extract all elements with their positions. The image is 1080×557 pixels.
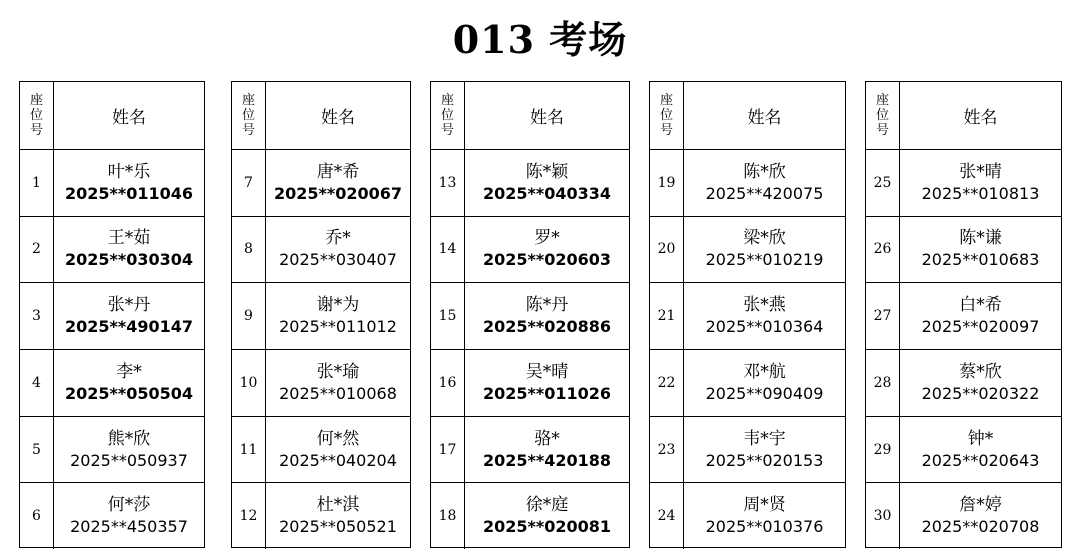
student-cell [266, 283, 410, 349]
student-cell [54, 150, 204, 216]
student-id: 2025**020153 [705, 450, 824, 470]
student-cell [684, 283, 845, 349]
seating-table [19, 81, 1062, 548]
student-cell [54, 217, 204, 283]
table-row [232, 282, 410, 349]
student-name: 何*然 [316, 428, 360, 449]
student-id: 2025**020886 [482, 317, 612, 337]
header-row [866, 82, 1061, 149]
student-id: 2025**420075 [705, 183, 824, 203]
seat-number: 10 [232, 350, 266, 416]
name-header: 姓名 [747, 108, 782, 128]
table-row [866, 282, 1061, 349]
name-header: 姓名 [530, 108, 564, 128]
student-id: 2025**090409 [705, 383, 824, 403]
student-id: 2025**050937 [70, 450, 188, 470]
student-cell [684, 417, 845, 483]
seat-number: 9 [232, 283, 266, 349]
student-id: 2025**020643 [921, 450, 1040, 470]
table-row [650, 216, 845, 283]
student-name: 陈*谦 [959, 228, 1002, 249]
student-name: 张*丹 [107, 295, 151, 316]
seat-header-char: 座 [875, 93, 889, 108]
student-cell [465, 283, 629, 349]
student-id: 2025**020322 [921, 383, 1040, 403]
seat-block-3 [430, 81, 630, 548]
student-cell [266, 483, 410, 549]
student-id: 2025**010364 [705, 317, 824, 337]
student-id: 2025**030304 [64, 250, 194, 270]
seat-block-1 [19, 81, 205, 548]
student-name: 詹*婷 [959, 495, 1002, 516]
student-name: 白*希 [959, 295, 1002, 316]
student-id: 2025**030407 [279, 250, 397, 270]
student-cell [54, 283, 204, 349]
student-id: 2025**450357 [70, 517, 188, 537]
seat-number: 29 [866, 417, 900, 483]
student-name: 陈*欣 [743, 161, 786, 182]
student-id: 2025**010813 [921, 183, 1040, 203]
seat-number: 16 [431, 350, 465, 416]
table-row [866, 416, 1061, 483]
student-cell [54, 350, 204, 416]
student-name: 钟* [967, 428, 994, 449]
table-row [866, 349, 1061, 416]
seat-number: 15 [431, 283, 465, 349]
table-row [650, 482, 845, 549]
table-row [20, 149, 204, 216]
seat-header-char: 号 [875, 123, 889, 138]
seat-number: 27 [866, 283, 900, 349]
seat-block-4 [649, 81, 846, 548]
table-row [20, 216, 204, 283]
student-cell [684, 150, 845, 216]
student-id: 2025**020603 [482, 250, 612, 270]
student-id: 2025**010219 [705, 250, 824, 270]
student-cell [465, 417, 629, 483]
seat-number: 12 [232, 483, 266, 549]
student-id: 2025**420188 [482, 450, 612, 470]
student-name: 张*燕 [743, 295, 786, 316]
seat-header-char: 位 [875, 108, 889, 123]
seat-header-char: 位 [29, 108, 43, 123]
seat-block-2 [231, 81, 411, 548]
seat-number: 13 [431, 150, 465, 216]
student-id: 2025**011012 [279, 317, 397, 337]
student-cell [266, 150, 410, 216]
student-cell [465, 350, 629, 416]
seat-number: 5 [20, 417, 54, 483]
student-id: 2025**040204 [279, 450, 397, 470]
student-id: 2025**010376 [705, 517, 824, 537]
student-name: 骆* [534, 428, 560, 449]
header-row [650, 82, 845, 149]
student-cell [900, 417, 1061, 483]
student-name: 何*莎 [107, 495, 151, 516]
student-cell [900, 283, 1061, 349]
header-row [232, 82, 410, 149]
seat-block-5 [865, 81, 1062, 548]
table-row [20, 349, 204, 416]
student-name: 张*瑜 [316, 361, 360, 382]
student-name: 韦*宇 [743, 428, 786, 449]
student-cell [900, 350, 1061, 416]
table-row [650, 349, 845, 416]
student-name: 谢*为 [316, 295, 360, 316]
student-name: 梁*欣 [743, 228, 786, 249]
seat-header-char: 座 [29, 93, 43, 108]
seat-number: 2 [20, 217, 54, 283]
student-id: 2025**020708 [921, 517, 1040, 537]
seat-number: 26 [866, 217, 900, 283]
student-name: 熊*欣 [107, 428, 151, 449]
table-row [232, 482, 410, 549]
student-name: 陈*丹 [525, 295, 569, 316]
seat-header-char: 座 [241, 93, 255, 108]
student-cell [465, 217, 629, 283]
student-id: 2025**011046 [64, 183, 194, 203]
seat-number: 7 [232, 150, 266, 216]
header-row [431, 82, 629, 149]
student-cell [266, 417, 410, 483]
student-name: 邓*航 [743, 361, 786, 382]
page-title: 013 考场 [452, 17, 628, 62]
student-name: 陈*颖 [525, 161, 569, 182]
student-cell [266, 350, 410, 416]
student-name: 杜*淇 [316, 495, 360, 516]
student-name: 王*茹 [107, 228, 151, 249]
student-cell [900, 483, 1061, 549]
student-id: 2025**020067 [273, 183, 403, 203]
seat-number: 30 [866, 483, 900, 549]
student-name: 乔* [325, 228, 351, 249]
student-cell [684, 350, 845, 416]
table-row [232, 149, 410, 216]
student-cell [54, 483, 204, 549]
student-name: 叶*乐 [107, 161, 151, 182]
name-header: 姓名 [112, 108, 146, 128]
table-row [431, 149, 629, 216]
seat-header-char: 座 [659, 93, 673, 108]
name-header: 姓名 [321, 108, 355, 128]
seat-number: 8 [232, 217, 266, 283]
seat-number: 3 [20, 283, 54, 349]
header-row [20, 82, 204, 149]
seat-number: 4 [20, 350, 54, 416]
seat-header [866, 82, 900, 149]
seat-number: 25 [866, 150, 900, 216]
table-row [650, 149, 845, 216]
student-name: 吴*晴 [525, 361, 569, 382]
seat-number: 20 [650, 217, 684, 283]
student-id: 2025**050504 [64, 383, 194, 403]
seat-header [650, 82, 684, 149]
student-name: 张*晴 [959, 161, 1002, 182]
student-name: 周*贤 [743, 495, 786, 516]
seat-number: 21 [650, 283, 684, 349]
student-id: 2025**050521 [279, 517, 397, 537]
student-id: 2025**490147 [64, 317, 194, 337]
seat-header-char: 位 [241, 108, 255, 123]
student-id: 2025**040334 [482, 183, 612, 203]
student-id: 2025**011026 [482, 383, 612, 403]
student-cell [465, 150, 629, 216]
table-row [431, 216, 629, 283]
seat-number: 19 [650, 150, 684, 216]
table-row [20, 282, 204, 349]
student-name: 徐*庭 [525, 495, 569, 516]
student-cell [684, 217, 845, 283]
seat-header [431, 82, 465, 149]
student-name: 唐*希 [316, 161, 360, 182]
seat-header-char: 号 [440, 123, 454, 138]
table-row [20, 482, 204, 549]
name-header: 姓名 [963, 108, 998, 128]
seat-header [20, 82, 54, 149]
seat-number: 6 [20, 483, 54, 549]
seat-header-char: 号 [29, 123, 43, 138]
student-id: 2025**020097 [921, 317, 1040, 337]
student-name: 罗* [534, 228, 560, 249]
table-row [232, 349, 410, 416]
student-cell [266, 217, 410, 283]
table-row [431, 349, 629, 416]
seat-header-char: 位 [659, 108, 673, 123]
student-cell [465, 483, 629, 549]
student-name: 蔡*欣 [959, 361, 1002, 382]
student-cell [54, 417, 204, 483]
seat-number: 22 [650, 350, 684, 416]
student-name: 李* [116, 361, 142, 382]
table-row [650, 282, 845, 349]
table-row [232, 216, 410, 283]
student-id: 2025**010068 [279, 383, 397, 403]
seat-header-char: 位 [440, 108, 454, 123]
seat-header-char: 号 [241, 123, 255, 138]
student-cell [900, 150, 1061, 216]
table-row [232, 416, 410, 483]
student-cell [900, 217, 1061, 283]
table-row [431, 282, 629, 349]
seat-header-char: 号 [659, 123, 673, 138]
table-row [650, 416, 845, 483]
seat-number: 14 [431, 217, 465, 283]
seat-number: 18 [431, 483, 465, 549]
table-row [866, 482, 1061, 549]
seat-number: 11 [232, 417, 266, 483]
table-row [866, 149, 1061, 216]
seat-number: 17 [431, 417, 465, 483]
student-cell [684, 483, 845, 549]
student-id: 2025**010683 [921, 250, 1040, 270]
table-row [20, 416, 204, 483]
seat-number: 28 [866, 350, 900, 416]
seat-header-char: 座 [440, 93, 454, 108]
table-row [866, 216, 1061, 283]
seat-number: 23 [650, 417, 684, 483]
table-row [431, 482, 629, 549]
seat-header [232, 82, 266, 149]
table-row [431, 416, 629, 483]
seat-number: 1 [20, 150, 54, 216]
student-id: 2025**020081 [482, 517, 612, 537]
seat-number: 24 [650, 483, 684, 549]
